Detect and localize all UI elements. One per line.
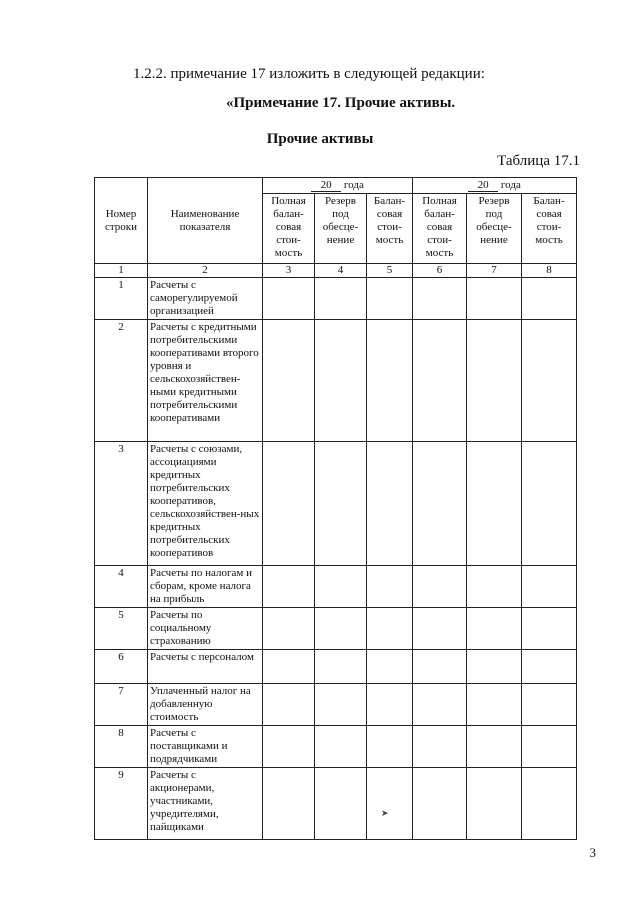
table-row bbox=[95, 320, 577, 442]
value-cell bbox=[367, 320, 413, 442]
column-index: 5 bbox=[367, 264, 413, 278]
value-cell bbox=[367, 650, 413, 684]
value-cell bbox=[367, 726, 413, 768]
value-cell bbox=[413, 320, 467, 442]
value-cell bbox=[367, 278, 413, 320]
value-cell bbox=[467, 726, 522, 768]
table-row bbox=[95, 566, 577, 608]
value-cell bbox=[315, 608, 367, 650]
value-cell bbox=[263, 566, 315, 608]
value-cell bbox=[467, 442, 522, 566]
value-cell bbox=[263, 320, 315, 442]
value-cell bbox=[263, 684, 315, 726]
header-year-group-2 bbox=[413, 178, 577, 194]
header-impairment-reserve: Резерв под обесце-нение bbox=[467, 194, 522, 264]
table-row bbox=[95, 650, 577, 684]
value-cell bbox=[315, 320, 367, 442]
value-cell bbox=[522, 278, 577, 320]
value-cell bbox=[522, 442, 577, 566]
header-year-group-1 bbox=[263, 178, 413, 194]
value-cell bbox=[467, 768, 522, 840]
value-cell bbox=[413, 684, 467, 726]
value-cell bbox=[263, 278, 315, 320]
table-row bbox=[95, 726, 577, 768]
note-heading: «Примечание 17. Прочие активы. bbox=[226, 95, 456, 111]
column-index: 4 bbox=[315, 264, 367, 278]
value-cell bbox=[367, 684, 413, 726]
row-number: 4 bbox=[95, 566, 148, 608]
value-cell bbox=[263, 442, 315, 566]
year-blank: 20 bbox=[311, 180, 341, 192]
value-cell bbox=[263, 608, 315, 650]
value-cell bbox=[413, 278, 467, 320]
table-title: Прочие активы bbox=[266, 131, 374, 147]
header-carrying-amount: Балан-совая стои-мость bbox=[522, 194, 577, 264]
value-cell bbox=[315, 768, 367, 840]
value-cell bbox=[467, 320, 522, 442]
header-row-number: Номер строки bbox=[95, 178, 148, 264]
table-row bbox=[95, 608, 577, 650]
row-number: 9 bbox=[95, 768, 148, 840]
row-indicator-name: Расчеты с персоналом bbox=[148, 650, 263, 684]
page-number: 3 bbox=[589, 845, 596, 860]
value-cell bbox=[413, 768, 467, 840]
column-index: 7 bbox=[467, 264, 522, 278]
value-cell bbox=[367, 566, 413, 608]
value-cell bbox=[367, 442, 413, 566]
row-number: 3 bbox=[95, 442, 148, 566]
value-cell bbox=[367, 608, 413, 650]
value-cell bbox=[367, 768, 413, 840]
row-number: 7 bbox=[95, 684, 148, 726]
value-cell bbox=[413, 650, 467, 684]
intro-text: 1.2.2. примечание 17 изложить в следующей редакции: bbox=[133, 66, 485, 82]
row-indicator-name: Расчеты с союзами, ассоциациями кредитных потребительских кооперативов, сельскохозяйствен-ных кредитных потребительских кооперативов bbox=[148, 442, 263, 566]
row-indicator-name: Расчеты по социальному страхованию bbox=[148, 608, 263, 650]
header-impairment-reserve: Резерв под обесце-нение bbox=[315, 194, 367, 264]
table-row bbox=[95, 768, 577, 840]
row-indicator-name: Расчеты с саморегулируемой организацией bbox=[148, 278, 263, 320]
value-cell bbox=[413, 566, 467, 608]
column-index: 1 bbox=[95, 264, 148, 278]
value-cell bbox=[413, 726, 467, 768]
row-indicator-name: Расчеты с акционерами, участниками, учредителями, пайщиками bbox=[148, 768, 263, 840]
header-carrying-amount: Балан-совая стои-мость bbox=[367, 194, 413, 264]
value-cell bbox=[467, 278, 522, 320]
column-index: 8 bbox=[522, 264, 577, 278]
table-row bbox=[95, 684, 577, 726]
other-assets-table bbox=[94, 177, 577, 840]
value-cell bbox=[467, 684, 522, 726]
row-indicator-name: Расчеты по налогам и сборам, кроме налога на прибыль bbox=[148, 566, 263, 608]
row-number: 6 bbox=[95, 650, 148, 684]
stray-mark: ➤ bbox=[381, 808, 389, 818]
value-cell bbox=[263, 768, 315, 840]
year-suffix: года bbox=[343, 179, 364, 191]
value-cell bbox=[315, 650, 367, 684]
row-number: 8 bbox=[95, 726, 148, 768]
value-cell bbox=[522, 608, 577, 650]
column-index-row bbox=[95, 264, 577, 278]
value-cell bbox=[315, 278, 367, 320]
column-index: 3 bbox=[263, 264, 315, 278]
value-cell bbox=[263, 726, 315, 768]
column-index: 2 bbox=[148, 264, 263, 278]
value-cell bbox=[522, 768, 577, 840]
header-gross-carrying-amount: Полная балан-совая стои-мость bbox=[263, 194, 315, 264]
value-cell bbox=[467, 650, 522, 684]
value-cell bbox=[467, 608, 522, 650]
value-cell bbox=[315, 442, 367, 566]
row-indicator-name: Уплаченный налог на добавленную стоимость bbox=[148, 684, 263, 726]
value-cell bbox=[263, 650, 315, 684]
value-cell bbox=[413, 608, 467, 650]
header-gross-carrying-amount: Полная балан-совая стои-мость bbox=[413, 194, 467, 264]
row-indicator-name: Расчеты с поставщиками и подрядчиками bbox=[148, 726, 263, 768]
header-indicator-name: Наименование показателя bbox=[148, 178, 263, 264]
value-cell bbox=[315, 684, 367, 726]
value-cell bbox=[315, 726, 367, 768]
row-number: 5 bbox=[95, 608, 148, 650]
value-cell bbox=[522, 320, 577, 442]
table-row bbox=[95, 442, 577, 566]
row-number: 1 bbox=[95, 278, 148, 320]
value-cell bbox=[467, 566, 522, 608]
value-cell bbox=[315, 566, 367, 608]
year-blank: 20 bbox=[468, 180, 498, 192]
value-cell bbox=[522, 650, 577, 684]
value-cell bbox=[413, 442, 467, 566]
year-suffix: года bbox=[500, 179, 521, 191]
table-row bbox=[95, 278, 577, 320]
value-cell bbox=[522, 684, 577, 726]
column-index: 6 bbox=[413, 264, 467, 278]
row-number: 2 bbox=[95, 320, 148, 442]
table-number-label: Таблица 17.1 bbox=[497, 153, 580, 169]
value-cell bbox=[522, 566, 577, 608]
value-cell bbox=[522, 726, 577, 768]
row-indicator-name: Расчеты с кредитными потребительскими кооперативами второго уровня и сельскохозяйствен-ными кредитными потребительскими кооперативами bbox=[148, 320, 263, 442]
